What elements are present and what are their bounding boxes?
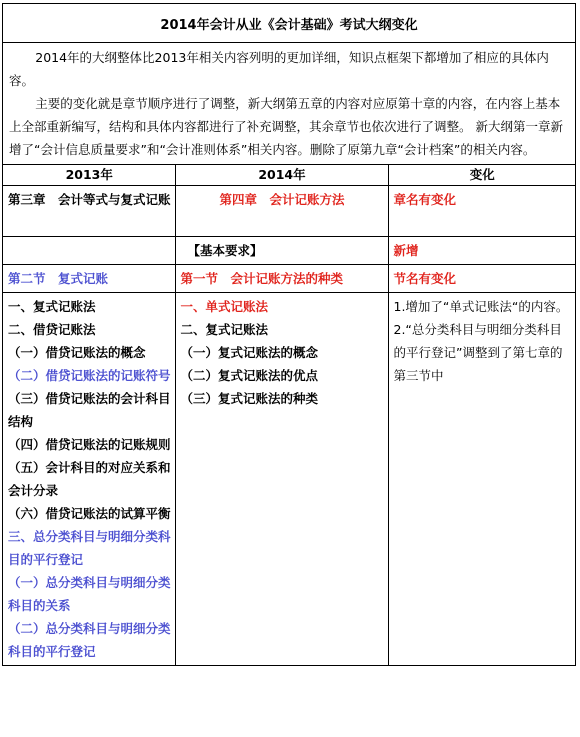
list-item: 1.增加了“单式记账法“的内容。 bbox=[393, 299, 569, 314]
basic-2014: 【基本要求】 bbox=[175, 237, 388, 265]
comparison-table bbox=[3, 165, 575, 665]
header-change: 变化 bbox=[388, 165, 575, 186]
document bbox=[2, 3, 576, 666]
header-2014: 2014年 bbox=[175, 165, 388, 186]
intro-section bbox=[3, 43, 575, 165]
list-item: （六）借贷记账法的试算平衡 bbox=[8, 506, 171, 521]
table-row-section bbox=[3, 265, 575, 293]
basic-2013-empty bbox=[3, 237, 175, 265]
list-item: 二、借贷记账法 bbox=[8, 322, 96, 337]
section-change: 节名有变化 bbox=[388, 265, 575, 293]
list-item: 一、单式记账法 bbox=[180, 299, 269, 314]
list-item: （三）借贷记账法的会计科目结构 bbox=[8, 391, 171, 429]
content-2014 bbox=[175, 293, 388, 666]
list-item: （一）借贷记账法的概念 bbox=[8, 345, 146, 360]
section-2014: 第一节 会计记账方法的种类 bbox=[175, 265, 388, 293]
list-item: 三、总分类科目与明细分类科目的平行登记 bbox=[8, 529, 171, 567]
table-header-row bbox=[3, 165, 575, 186]
chapter-change: 章名有变化 bbox=[388, 186, 575, 237]
intro-paragraph-1: 2014年的大纲整体比2013年相关内容列明的更加详细，知识点框架下都增加了相应的具体内容。 bbox=[9, 50, 549, 88]
intro-paragraph-2: 主要的变化就是章节顺序进行了调整，新大纲第五章的内容对应原第十章的内容，在内容上基本上全部重新编写，结构和具体内容都进行了补充调整，其余章节也依次进行了调整。 新大纲第一章新增了“会计信息质量要求”和“会计准则体系”相关内容。删除了原第九章“会计档案”的相关内容。 bbox=[9, 96, 563, 157]
list-item: （四）借贷记账法的记账规则 bbox=[8, 437, 171, 452]
content-change bbox=[388, 293, 575, 666]
content-2013 bbox=[3, 293, 175, 666]
list-item: （二）复式记账法的优点 bbox=[180, 368, 319, 383]
list-item: （一）复式记账法的概念 bbox=[180, 345, 319, 360]
section-2013: 第二节 复式记账 bbox=[3, 265, 175, 293]
list-item: 2.“总分类科目与明细分类科目的平行登记”调整到了第七章的第三节中 bbox=[393, 322, 563, 383]
table-row-chapter bbox=[3, 186, 575, 237]
list-item: 二、复式记账法 bbox=[180, 322, 269, 337]
header-2013: 2013年 bbox=[3, 165, 175, 186]
document-title: 2014年会计从业《会计基础》考试大纲变化 bbox=[3, 4, 575, 43]
list-item: 一、复式记账法 bbox=[8, 299, 96, 314]
list-item: （三）复式记账法的种类 bbox=[180, 391, 319, 406]
list-item: （二）借贷记账法的记账符号 bbox=[8, 368, 171, 383]
list-item: （二）总分类科目与明细分类科目的平行登记 bbox=[8, 621, 171, 659]
list-item: （五）会计科目的对应关系和会计分录 bbox=[8, 460, 171, 498]
chapter-2014: 第四章 会计记账方法 bbox=[175, 186, 388, 237]
list-item: （一）总分类科目与明细分类科目的关系 bbox=[8, 575, 171, 613]
basic-change: 新增 bbox=[388, 237, 575, 265]
table-row-basic bbox=[3, 237, 575, 265]
chapter-2013: 第三章 会计等式与复式记账 bbox=[3, 186, 175, 237]
table-row-content bbox=[3, 293, 575, 666]
